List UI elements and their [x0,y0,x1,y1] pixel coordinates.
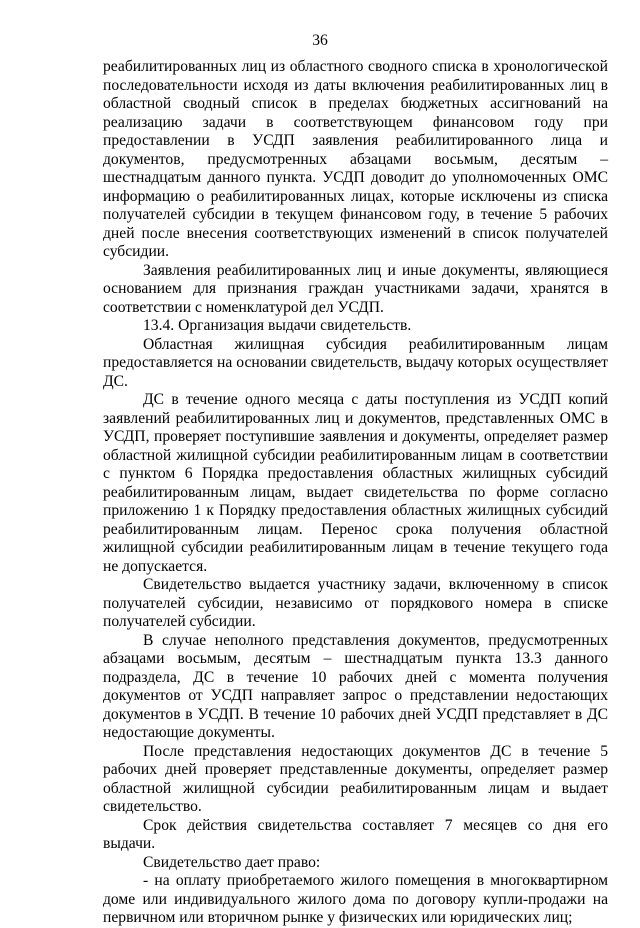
paragraph-after-docs: После представления недостающих документов ДС в течение 5 рабочих дней проверяет представленные документы, определяет размер областной жилищной субсидии реабилитированным лицам и выдает свидетельство. [103,742,608,815]
paragraph-certificate-issued: Свидетельство выдается участнику задачи, включенному в список получателей субсидии, независимо от порядкового номера в списке получателей субсидии. [103,576,608,630]
paragraph-continuation: реабилитированных лиц из областного сводного списка в хронологической последовательности исходя из даты включения реабилитированных лиц в областной сводный список в пределах бюджетных ассигнований на реализацию задачи в соответствующем финансовом году при предоставлении в УСДП заявления реабилитированного лица и документов, предусмотренных абзацами восьмым, десятым – шестнадцатым данного пункта. УСДП доводит до уполномоченных ОМС информацию о реабилитированных лицах, которые исключены из списка получателей субсидии в текущем финансовом году, в течение 5 рабочих дней после внесения соответствующих изменений в список получателей субсидии. [103,58,608,260]
paragraph-right-purchase: - на оплату приобретаемого жилого помещения в многоквартирном доме или индивидуального жилого дома по договору купли-продажи на первичном или вторичном рынке у физических или юридических лиц; [103,872,608,926]
paragraph-incomplete-docs: В случае неполного представления документов, предусмотренных абзацами восьмым, десятым – шестнадцатым пункта 13.3 данного подраздела, ДС в течение 10 рабочих дней с момента получения документов от УСДП направляет запрос о представлении недостающих документов в УСДП. В течение 10 рабочих дней УСДП представляет в ДС недостающие документы. [103,631,608,741]
page-number: 36 [312,32,328,49]
paragraph-rights-intro: Свидетельство дает право: [143,853,321,871]
paragraph-validity: Срок действия свидетельства составляет 7 месяцев со дня его выдачи. [103,816,608,852]
paragraph-ds-review: ДС в течение одного месяца с даты поступления из УСДП копий заявлений реабилитированных лиц и документов, представленных ОМС в УСДП, проверяет поступившие заявления и документы, определяет размер областной жилищной субсидии реабилитированным лицам в соответствии с пунктом 6 Порядка предоставления областных жилищных субсидий реабилитированным лицам, выдает свидетельства по форме согласно приложению 1 к Порядку предоставления областных жилищных субсидий реабилитированным лицам. Перенос срока получения областной жилищной субсидии реабилитированным лицам в течение текущего года не допускается. [103,391,608,575]
section-heading-13-4: 13.4. Организация выдачи свидетельств. [143,317,412,334]
paragraph-basis: Областная жилищная субсидия реабилитированным лицам предоставляется на основании свидетельств, выдачу которых осуществляет ДС. [103,335,608,390]
document-body [103,58,608,928]
paragraph-storage: Заявления реабилитированных лиц и иные документы, являющиеся основанием для признания граждан участниками задачи, хранятся в соответствии с номенклатурой дел УСДП. [103,261,608,316]
